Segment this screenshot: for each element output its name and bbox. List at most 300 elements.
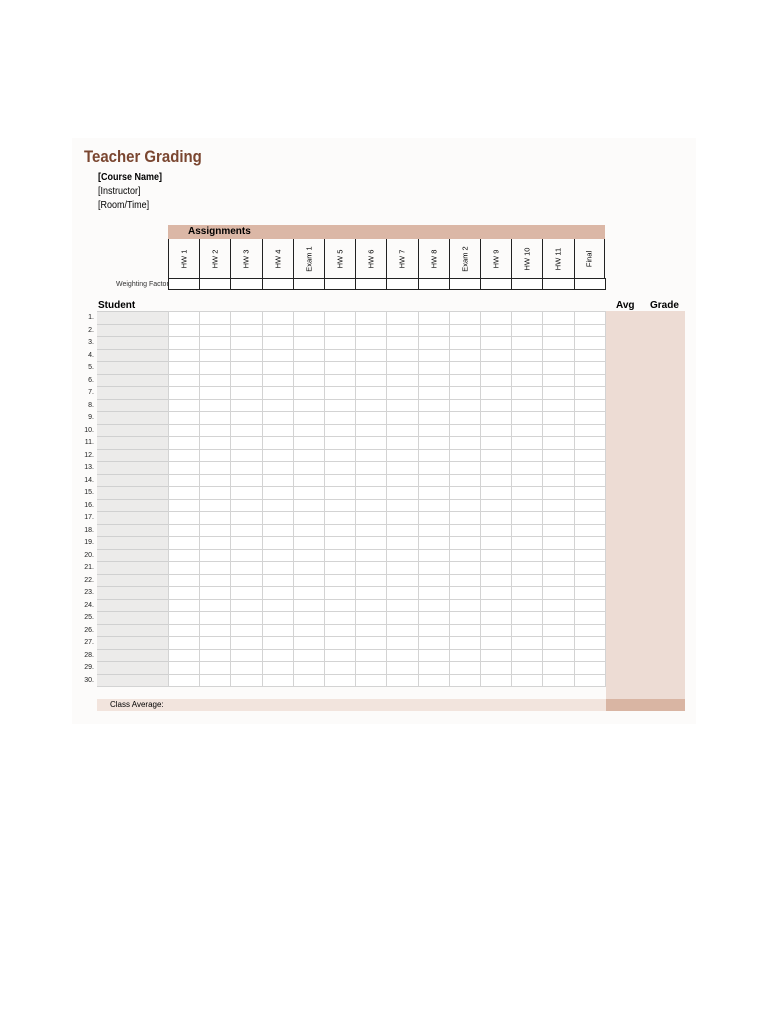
grade-cell[interactable] [386, 449, 417, 462]
grade-cell[interactable] [449, 549, 480, 562]
grade-cell[interactable] [355, 349, 386, 362]
grade-cell[interactable] [511, 524, 542, 537]
grade-cell[interactable] [511, 499, 542, 512]
grade-cell[interactable] [324, 349, 355, 362]
weighting-factor-cell[interactable] [262, 278, 294, 290]
grade-cell[interactable] [324, 511, 355, 524]
grade-cell[interactable] [480, 549, 511, 562]
grade-cell[interactable] [168, 461, 199, 474]
grade-cell[interactable] [542, 411, 573, 424]
grade-cell[interactable] [386, 349, 417, 362]
grade-cell[interactable] [574, 374, 605, 387]
grade-cell[interactable] [480, 586, 511, 599]
grade-cell[interactable] [168, 549, 199, 562]
grade-cell[interactable] [511, 611, 542, 624]
grade-cell[interactable] [262, 361, 293, 374]
grade-cell[interactable] [293, 499, 324, 512]
grade-cell[interactable] [511, 361, 542, 374]
grade-cell[interactable] [355, 436, 386, 449]
grade-cell[interactable] [511, 586, 542, 599]
grade-cell[interactable] [199, 449, 230, 462]
student-name-cell[interactable] [97, 436, 168, 449]
grade-cell[interactable] [355, 549, 386, 562]
grade-cell[interactable] [324, 674, 355, 687]
grade-cell[interactable] [418, 549, 449, 562]
grade-cell[interactable] [511, 311, 542, 324]
grade-cell[interactable] [511, 424, 542, 437]
grade-cell[interactable] [355, 424, 386, 437]
grade-cell[interactable] [324, 449, 355, 462]
grade-cell[interactable] [418, 424, 449, 437]
grade-cell[interactable] [386, 361, 417, 374]
student-name-cell[interactable] [97, 599, 168, 612]
grade-cell[interactable] [293, 349, 324, 362]
grade-cell[interactable] [386, 524, 417, 537]
grade-cell[interactable] [511, 624, 542, 637]
grade-cell[interactable] [574, 386, 605, 399]
grade-cell[interactable] [230, 586, 261, 599]
grade-cell[interactable] [262, 599, 293, 612]
grade-cell[interactable] [449, 474, 480, 487]
grade-cell[interactable] [230, 499, 261, 512]
weighting-factor-cell[interactable] [574, 278, 606, 290]
grade-cell[interactable] [418, 586, 449, 599]
grade-cell[interactable] [199, 349, 230, 362]
grade-cell[interactable] [230, 474, 261, 487]
grade-cell[interactable] [542, 624, 573, 637]
grade-cell[interactable] [262, 424, 293, 437]
grade-cell[interactable] [418, 324, 449, 337]
grade-cell[interactable] [293, 361, 324, 374]
grade-cell[interactable] [324, 461, 355, 474]
grade-cell[interactable] [293, 399, 324, 412]
grade-cell[interactable] [324, 624, 355, 637]
grade-cell[interactable] [168, 511, 199, 524]
grade-cell[interactable] [511, 574, 542, 587]
grade-cell[interactable] [262, 561, 293, 574]
grade-cell[interactable] [386, 511, 417, 524]
grade-cell[interactable] [574, 324, 605, 337]
student-name-cell[interactable] [97, 624, 168, 637]
grade-cell[interactable] [480, 311, 511, 324]
grade-cell[interactable] [262, 311, 293, 324]
grade-cell[interactable] [355, 511, 386, 524]
grade-cell[interactable] [574, 636, 605, 649]
grade-cell[interactable] [262, 436, 293, 449]
grade-cell[interactable] [199, 661, 230, 674]
grade-cell[interactable] [511, 649, 542, 662]
grade-cell[interactable] [418, 411, 449, 424]
grade-cell[interactable] [262, 624, 293, 637]
grade-cell[interactable] [480, 624, 511, 637]
grade-cell[interactable] [293, 311, 324, 324]
grade-cell[interactable] [324, 574, 355, 587]
grade-cell[interactable] [293, 636, 324, 649]
grade-cell[interactable] [542, 661, 573, 674]
grade-cell[interactable] [511, 461, 542, 474]
grade-cell[interactable] [574, 586, 605, 599]
student-name-cell[interactable] [97, 524, 168, 537]
grade-cell[interactable] [355, 449, 386, 462]
grade-cell[interactable] [574, 499, 605, 512]
grade-cell[interactable] [168, 311, 199, 324]
grade-cell[interactable] [262, 499, 293, 512]
grade-cell[interactable] [574, 524, 605, 537]
grade-cell[interactable] [542, 386, 573, 399]
grade-cell[interactable] [199, 436, 230, 449]
grade-cell[interactable] [324, 611, 355, 624]
grade-cell[interactable] [418, 624, 449, 637]
grade-cell[interactable] [480, 636, 511, 649]
grade-cell[interactable] [262, 636, 293, 649]
grade-cell[interactable] [262, 611, 293, 624]
student-name-cell[interactable] [97, 661, 168, 674]
grade-cell[interactable] [293, 386, 324, 399]
grade-cell[interactable] [168, 536, 199, 549]
grade-cell[interactable] [418, 486, 449, 499]
student-name-cell[interactable] [97, 486, 168, 499]
grade-cell[interactable] [542, 561, 573, 574]
grade-cell[interactable] [418, 649, 449, 662]
grade-cell[interactable] [574, 561, 605, 574]
grade-cell[interactable] [542, 336, 573, 349]
weighting-factor-cell[interactable] [542, 278, 574, 290]
grade-cell[interactable] [355, 411, 386, 424]
grade-cell[interactable] [262, 349, 293, 362]
grade-cell[interactable] [480, 336, 511, 349]
grade-cell[interactable] [574, 424, 605, 437]
grade-cell[interactable] [511, 336, 542, 349]
grade-cell[interactable] [449, 486, 480, 499]
grade-cell[interactable] [324, 599, 355, 612]
grade-cell[interactable] [355, 661, 386, 674]
student-name-cell[interactable] [97, 636, 168, 649]
grade-cell[interactable] [262, 524, 293, 537]
grade-cell[interactable] [574, 549, 605, 562]
grade-cell[interactable] [293, 549, 324, 562]
grade-cell[interactable] [262, 661, 293, 674]
student-name-cell[interactable] [97, 424, 168, 437]
grade-cell[interactable] [324, 474, 355, 487]
grade-cell[interactable] [386, 636, 417, 649]
grade-cell[interactable] [199, 549, 230, 562]
grade-cell[interactable] [480, 524, 511, 537]
grade-cell[interactable] [511, 386, 542, 399]
grade-cell[interactable] [199, 624, 230, 637]
grade-cell[interactable] [324, 661, 355, 674]
grade-cell[interactable] [480, 424, 511, 437]
grade-cell[interactable] [199, 474, 230, 487]
grade-cell[interactable] [262, 324, 293, 337]
grade-cell[interactable] [262, 461, 293, 474]
grade-cell[interactable] [511, 486, 542, 499]
grade-cell[interactable] [418, 399, 449, 412]
grade-cell[interactable] [168, 499, 199, 512]
grade-cell[interactable] [386, 436, 417, 449]
grade-cell[interactable] [542, 649, 573, 662]
grade-cell[interactable] [418, 574, 449, 587]
grade-cell[interactable] [168, 474, 199, 487]
grade-cell[interactable] [574, 611, 605, 624]
grade-cell[interactable] [230, 574, 261, 587]
grade-cell[interactable] [480, 349, 511, 362]
grade-cell[interactable] [355, 611, 386, 624]
weighting-factor-cell[interactable] [168, 278, 200, 290]
grade-cell[interactable] [199, 611, 230, 624]
grade-cell[interactable] [355, 599, 386, 612]
grade-cell[interactable] [574, 511, 605, 524]
grade-cell[interactable] [480, 474, 511, 487]
grade-cell[interactable] [386, 336, 417, 349]
grade-cell[interactable] [199, 399, 230, 412]
grade-cell[interactable] [449, 449, 480, 462]
grade-cell[interactable] [230, 624, 261, 637]
grade-cell[interactable] [355, 361, 386, 374]
grade-cell[interactable] [574, 336, 605, 349]
grade-cell[interactable] [293, 449, 324, 462]
grade-cell[interactable] [449, 436, 480, 449]
student-name-cell[interactable] [97, 611, 168, 624]
grade-cell[interactable] [324, 374, 355, 387]
grade-cell[interactable] [355, 486, 386, 499]
grade-cell[interactable] [418, 386, 449, 399]
grade-cell[interactable] [511, 449, 542, 462]
grade-cell[interactable] [386, 599, 417, 612]
grade-cell[interactable] [355, 586, 386, 599]
student-name-cell[interactable] [97, 324, 168, 337]
student-name-cell[interactable] [97, 474, 168, 487]
student-name-cell[interactable] [97, 586, 168, 599]
grade-cell[interactable] [324, 324, 355, 337]
grade-cell[interactable] [355, 561, 386, 574]
grade-cell[interactable] [168, 574, 199, 587]
grade-cell[interactable] [199, 374, 230, 387]
grade-cell[interactable] [418, 499, 449, 512]
grade-cell[interactable] [199, 311, 230, 324]
student-name-cell[interactable] [97, 411, 168, 424]
grade-cell[interactable] [230, 449, 261, 462]
grade-cell[interactable] [355, 649, 386, 662]
grade-cell[interactable] [168, 674, 199, 687]
grade-cell[interactable] [168, 624, 199, 637]
grade-cell[interactable] [230, 524, 261, 537]
grade-cell[interactable] [199, 386, 230, 399]
grade-cell[interactable] [355, 311, 386, 324]
grade-cell[interactable] [230, 336, 261, 349]
grade-cell[interactable] [542, 449, 573, 462]
grade-cell[interactable] [449, 524, 480, 537]
grade-cell[interactable] [324, 561, 355, 574]
grade-cell[interactable] [386, 474, 417, 487]
grade-cell[interactable] [542, 374, 573, 387]
grade-cell[interactable] [449, 636, 480, 649]
grade-cell[interactable] [511, 549, 542, 562]
grade-cell[interactable] [262, 649, 293, 662]
grade-cell[interactable] [449, 311, 480, 324]
grade-cell[interactable] [480, 411, 511, 424]
grade-cell[interactable] [418, 461, 449, 474]
grade-cell[interactable] [168, 324, 199, 337]
grade-cell[interactable] [574, 574, 605, 587]
grade-cell[interactable] [574, 649, 605, 662]
grade-cell[interactable] [574, 536, 605, 549]
grade-cell[interactable] [199, 561, 230, 574]
grade-cell[interactable] [293, 649, 324, 662]
grade-cell[interactable] [480, 599, 511, 612]
grade-cell[interactable] [293, 611, 324, 624]
grade-cell[interactable] [386, 611, 417, 624]
grade-cell[interactable] [355, 461, 386, 474]
grade-cell[interactable] [386, 561, 417, 574]
grade-cell[interactable] [449, 374, 480, 387]
grade-cell[interactable] [199, 524, 230, 537]
weighting-factor-cell[interactable] [480, 278, 512, 290]
grade-cell[interactable] [293, 599, 324, 612]
grade-cell[interactable] [480, 611, 511, 624]
grade-cell[interactable] [574, 474, 605, 487]
grade-cell[interactable] [230, 649, 261, 662]
grade-cell[interactable] [355, 574, 386, 587]
grade-cell[interactable] [449, 586, 480, 599]
grade-cell[interactable] [480, 486, 511, 499]
grade-cell[interactable] [511, 674, 542, 687]
grade-cell[interactable] [542, 311, 573, 324]
grade-cell[interactable] [574, 674, 605, 687]
grade-cell[interactable] [230, 349, 261, 362]
grade-cell[interactable] [168, 486, 199, 499]
grade-cell[interactable] [418, 511, 449, 524]
grade-cell[interactable] [199, 461, 230, 474]
grade-cell[interactable] [168, 599, 199, 612]
grade-cell[interactable] [293, 411, 324, 424]
grade-cell[interactable] [480, 536, 511, 549]
grade-cell[interactable] [199, 536, 230, 549]
student-name-cell[interactable] [97, 349, 168, 362]
grade-cell[interactable] [574, 399, 605, 412]
grade-cell[interactable] [324, 499, 355, 512]
grade-cell[interactable] [418, 474, 449, 487]
grade-cell[interactable] [449, 361, 480, 374]
grade-cell[interactable] [324, 311, 355, 324]
grade-cell[interactable] [168, 611, 199, 624]
grade-cell[interactable] [168, 399, 199, 412]
grade-cell[interactable] [386, 624, 417, 637]
grade-cell[interactable] [230, 311, 261, 324]
grade-cell[interactable] [293, 586, 324, 599]
grade-cell[interactable] [418, 374, 449, 387]
student-name-cell[interactable] [97, 399, 168, 412]
grade-cell[interactable] [418, 661, 449, 674]
grade-cell[interactable] [386, 499, 417, 512]
grade-cell[interactable] [293, 374, 324, 387]
grade-cell[interactable] [542, 324, 573, 337]
student-name-cell[interactable] [97, 336, 168, 349]
grade-cell[interactable] [168, 649, 199, 662]
grade-cell[interactable] [386, 411, 417, 424]
grade-cell[interactable] [511, 636, 542, 649]
grade-cell[interactable] [511, 536, 542, 549]
grade-cell[interactable] [168, 411, 199, 424]
grade-cell[interactable] [262, 474, 293, 487]
grade-cell[interactable] [542, 511, 573, 524]
grade-cell[interactable] [418, 449, 449, 462]
grade-cell[interactable] [355, 499, 386, 512]
grade-cell[interactable] [480, 499, 511, 512]
grade-cell[interactable] [168, 636, 199, 649]
grade-cell[interactable] [386, 549, 417, 562]
grade-cell[interactable] [293, 661, 324, 674]
grade-cell[interactable] [449, 386, 480, 399]
weighting-factor-cell[interactable] [449, 278, 481, 290]
grade-cell[interactable] [262, 674, 293, 687]
grade-cell[interactable] [418, 611, 449, 624]
grade-cell[interactable] [168, 436, 199, 449]
grade-cell[interactable] [449, 499, 480, 512]
grade-cell[interactable] [293, 674, 324, 687]
grade-cell[interactable] [386, 324, 417, 337]
grade-cell[interactable] [386, 649, 417, 662]
grade-cell[interactable] [386, 424, 417, 437]
grade-cell[interactable] [542, 636, 573, 649]
student-name-cell[interactable] [97, 549, 168, 562]
grade-cell[interactable] [230, 411, 261, 424]
grade-cell[interactable] [355, 624, 386, 637]
grade-cell[interactable] [230, 374, 261, 387]
grade-cell[interactable] [542, 349, 573, 362]
grade-cell[interactable] [480, 461, 511, 474]
student-name-cell[interactable] [97, 511, 168, 524]
grade-cell[interactable] [324, 536, 355, 549]
grade-cell[interactable] [199, 649, 230, 662]
student-name-cell[interactable] [97, 461, 168, 474]
grade-cell[interactable] [511, 349, 542, 362]
grade-cell[interactable] [324, 336, 355, 349]
grade-cell[interactable] [230, 486, 261, 499]
grade-cell[interactable] [262, 486, 293, 499]
grade-cell[interactable] [262, 399, 293, 412]
weighting-factor-cell[interactable] [511, 278, 543, 290]
grade-cell[interactable] [230, 424, 261, 437]
grade-cell[interactable] [324, 386, 355, 399]
grade-cell[interactable] [355, 386, 386, 399]
grade-cell[interactable] [574, 361, 605, 374]
grade-cell[interactable] [168, 424, 199, 437]
grade-cell[interactable] [293, 574, 324, 587]
grade-cell[interactable] [230, 561, 261, 574]
grade-cell[interactable] [324, 636, 355, 649]
student-name-cell[interactable] [97, 374, 168, 387]
weighting-factor-cell[interactable] [324, 278, 356, 290]
grade-cell[interactable] [293, 486, 324, 499]
grade-cell[interactable] [199, 336, 230, 349]
grade-cell[interactable] [230, 536, 261, 549]
grade-cell[interactable] [449, 411, 480, 424]
grade-cell[interactable] [355, 636, 386, 649]
grade-cell[interactable] [199, 499, 230, 512]
grade-cell[interactable] [480, 511, 511, 524]
grade-cell[interactable] [262, 549, 293, 562]
grade-cell[interactable] [199, 424, 230, 437]
grade-cell[interactable] [418, 536, 449, 549]
grade-cell[interactable] [511, 399, 542, 412]
grade-cell[interactable] [262, 386, 293, 399]
grade-cell[interactable] [511, 374, 542, 387]
grade-cell[interactable] [324, 424, 355, 437]
grade-cell[interactable] [230, 324, 261, 337]
grade-cell[interactable] [168, 336, 199, 349]
grade-cell[interactable] [511, 436, 542, 449]
grade-cell[interactable] [449, 336, 480, 349]
